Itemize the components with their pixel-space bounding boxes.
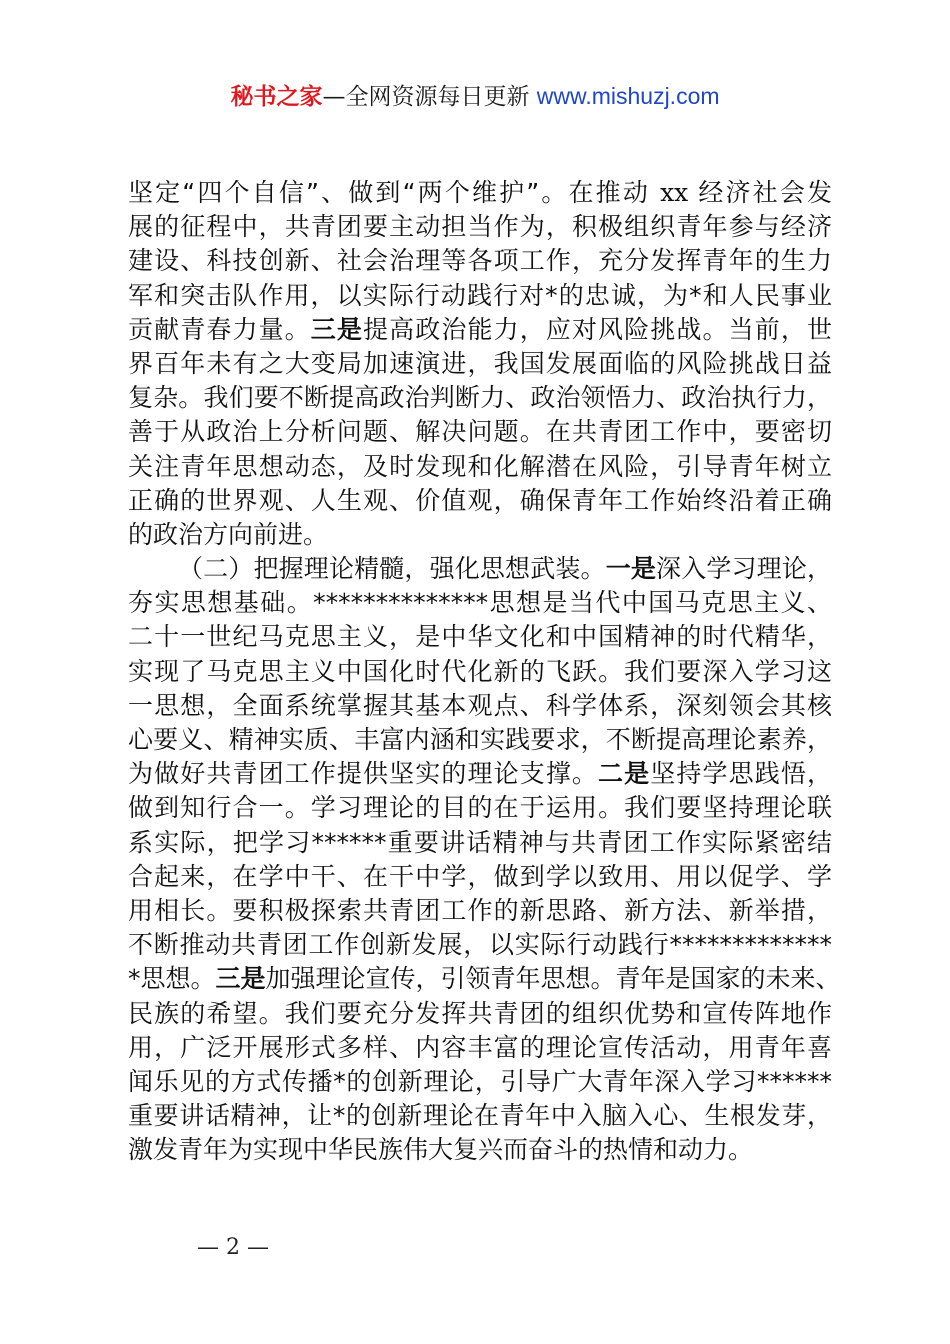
text-run: 不断推动共青团工作创新发展，以实际行动践行************* xyxy=(128,930,832,960)
text-run: 坚定“四个自信”、做到“两个维护”。在推动 xyxy=(128,178,661,207)
bold-text-run: 三是 xyxy=(215,964,266,994)
text-run: 贡献青春力量。 xyxy=(128,314,311,344)
text-run: 提高政治能力，应对风险挑战。当前，世 xyxy=(363,314,832,344)
text-run: 军和突击队作用，以实际行动践行对*的忠诚，为*和人民事业 xyxy=(128,280,832,310)
text-line xyxy=(128,176,832,210)
text-line xyxy=(128,279,832,313)
text-line xyxy=(128,860,832,894)
text-run: 坚持学思践悟， xyxy=(650,759,832,789)
text-run: 复杂。我们要不断提高政治判断力、政治领悟力、政治执行力， xyxy=(128,383,832,413)
text-run: 闻乐见的方式传播*的创新理论，引导广大青年深入学习****** xyxy=(128,1066,832,1096)
text-line xyxy=(128,1133,832,1167)
paragraph-2 xyxy=(128,552,841,1167)
text-run: 合起来，在学中干、在干中学，做到学以致用、用以促学、学 xyxy=(128,861,832,891)
page-header xyxy=(0,80,950,113)
text-line xyxy=(128,689,832,723)
text-line xyxy=(128,997,832,1031)
text-line xyxy=(128,381,832,415)
text-line xyxy=(128,415,832,449)
text-line xyxy=(128,484,832,518)
text-run: 的政治方向前进。 xyxy=(128,519,329,549)
paragraph-1 xyxy=(128,176,832,552)
text-line xyxy=(128,1065,832,1099)
text-line xyxy=(128,313,832,347)
text-run: 激发青年为实现中华民族伟大复兴而奋斗的热情和动力。 xyxy=(128,1135,754,1165)
text-line xyxy=(128,1031,832,1065)
text-line xyxy=(128,586,832,620)
text-run: 关注青年思想动态，及时发现和化解潜在风险，引导青年树立 xyxy=(128,451,832,481)
text-run: 心要义、精神实质、丰富内涵和实践要求，不断提高理论素养， xyxy=(128,725,832,754)
bold-text-run: 二是 xyxy=(598,759,651,789)
text-run: 经济社会发 xyxy=(688,178,832,207)
text-run: 界百年未有之大变局加速演进，我国发展面临的风险挑战日益 xyxy=(128,348,832,378)
header-tagline: —全网资源每日更新 xyxy=(322,84,530,110)
text-line xyxy=(128,928,832,962)
text-line xyxy=(128,450,832,484)
text-run: （二）把握理论精髓，强化思想武装。 xyxy=(178,554,606,584)
text-line xyxy=(128,1099,832,1133)
text-run: xx xyxy=(660,178,689,207)
text-run: 深入学习理论， xyxy=(656,554,832,584)
text-run: 夯实思想基础。**************思想是当代中国马克思主义、 xyxy=(128,588,832,618)
text-line xyxy=(128,894,832,928)
text-line xyxy=(128,620,832,654)
text-line xyxy=(128,552,832,586)
text-run: 加强理论宣传，引领青年思想。青年是国家的未来、 xyxy=(265,964,841,994)
text-run: 用相长。要积极探索共青团工作的新思路、新方法、新举措， xyxy=(128,895,832,925)
bold-text-run: 三是 xyxy=(310,314,364,344)
text-line xyxy=(128,723,832,757)
text-line xyxy=(128,962,841,996)
text-run: 为做好共青团工作提供坚实的理论支撑。 xyxy=(128,759,599,789)
text-line xyxy=(128,244,832,278)
text-line xyxy=(128,791,832,825)
document-body xyxy=(128,176,841,1167)
text-line xyxy=(128,655,832,689)
page-number: — 2 — xyxy=(197,1235,269,1260)
text-run: *思想。 xyxy=(128,964,216,994)
text-run: 建设、科技创新、社会治理等各项工作，充分发挥青年的生力 xyxy=(128,246,832,276)
text-run: 民族的希望。我们要充分发挥共青团的组织优势和宣传阵地作 xyxy=(128,998,832,1028)
text-run: 做到知行合一。学习理论的目的在于运用。我们要坚持理论联 xyxy=(128,793,832,823)
text-line xyxy=(128,518,832,552)
text-run: 正确的世界观、人生观、价值观，确保青年工作始终沿着正确 xyxy=(128,485,832,515)
text-run: 系实际，把学习******重要讲话精神与共青团工作实际紧密结 xyxy=(128,827,832,857)
text-line xyxy=(128,826,832,860)
website-url-link[interactable]: www.mishuzj.com xyxy=(536,83,720,109)
text-run: 一思想，全面系统掌握其基本观点、科学体系，深刻领会其核 xyxy=(128,690,832,720)
text-line xyxy=(128,210,832,244)
text-line xyxy=(128,347,832,381)
text-run: 展的征程中，共青团要主动担当作为，积极组织青年参与经济 xyxy=(128,212,832,242)
text-run: 善于从政治上分析问题、解决问题。在共青团工作中，要密切 xyxy=(128,417,832,447)
brand-name: 秘书之家 xyxy=(230,84,323,110)
bold-text-run: 一是 xyxy=(605,554,657,584)
text-line xyxy=(128,757,832,791)
text-run: 重要讲话精神，让*的创新理论在青年中入脑入心、生根发芽， xyxy=(128,1101,832,1131)
text-run: 二十一世纪马克思主义，是中华文化和中国精神的时代精华， xyxy=(128,622,832,652)
text-run: 实现了马克思主义中国化时代化新的飞跃。我们要深入学习这 xyxy=(128,656,832,686)
text-run: 用，广泛开展形式多样、内容丰富的理论宣传活动，用青年喜 xyxy=(128,1032,832,1062)
